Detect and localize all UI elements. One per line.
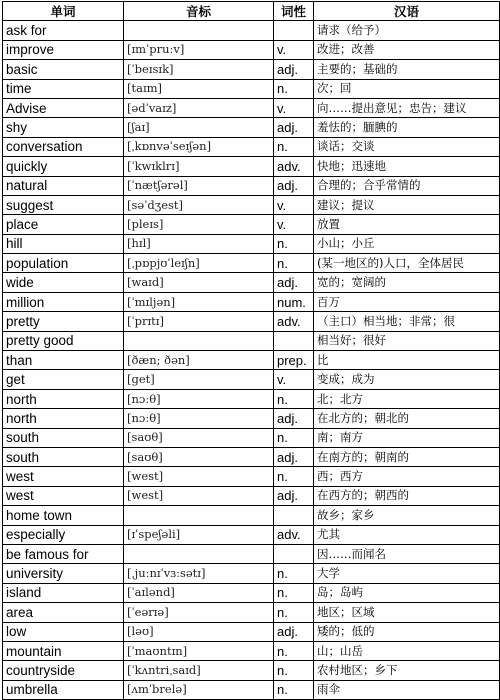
- meaning-cell: 宽的；宽阔的: [314, 273, 500, 292]
- pronunciation-cell: [waɪd]: [124, 273, 274, 292]
- pronunciation-cell: [ðæn; ðən]: [124, 351, 274, 370]
- pronunciation-cell: [ˌjuːnɪˈvɜːsətɪ]: [124, 564, 274, 583]
- word-cell: island: [3, 583, 124, 602]
- meaning-cell: 在西方的；朝西的: [314, 486, 500, 505]
- table-row: [3, 98, 500, 117]
- meaning-cell: 南；南方: [314, 428, 500, 447]
- word-cell: west: [3, 467, 124, 486]
- meaning-cell: 地区；区域: [314, 603, 500, 622]
- pronunciation-cell: [ʌmˈbrelə]: [124, 680, 274, 699]
- meaning-cell: 农村地区；乡下: [314, 661, 500, 680]
- part-of-speech-cell: n.: [274, 254, 314, 273]
- part-of-speech-cell: n.: [274, 661, 314, 680]
- meaning-cell: 山；山岳: [314, 641, 500, 660]
- table-row: [3, 195, 500, 214]
- word-cell: natural: [3, 176, 124, 195]
- part-of-speech-cell: [274, 331, 314, 350]
- pronunciation-cell: [pleɪs]: [124, 215, 274, 234]
- word-cell: population: [3, 254, 124, 273]
- meaning-cell: 北；北方: [314, 389, 500, 408]
- part-of-speech-cell: adj.: [274, 60, 314, 79]
- pronunciation-cell: [ˈmɪljən]: [124, 292, 274, 311]
- word-cell: hill: [3, 234, 124, 253]
- part-of-speech-cell: n.: [274, 137, 314, 156]
- table-row: [3, 428, 500, 447]
- word-cell: conversation: [3, 137, 124, 156]
- pronunciation-cell: [ˈkʌntriˌsaɪd]: [124, 661, 274, 680]
- part-of-speech-cell: adv.: [274, 312, 314, 331]
- table-row: [3, 447, 500, 466]
- header-pronunciation: 音标: [124, 2, 274, 21]
- pronunciation-cell: [get]: [124, 370, 274, 389]
- table-row: [3, 680, 500, 699]
- pronunciation-cell: [ˈprɪtɪ]: [124, 312, 274, 331]
- part-of-speech-cell: num.: [274, 292, 314, 311]
- meaning-cell: 请求（给予）: [314, 21, 500, 40]
- pronunciation-cell: [west]: [124, 467, 274, 486]
- table-row: [3, 118, 500, 137]
- table-row: [3, 641, 500, 660]
- meaning-cell: 放置: [314, 215, 500, 234]
- word-cell: basic: [3, 60, 124, 79]
- header-row: [3, 2, 500, 21]
- pronunciation-cell: [ɪmˈpruːv]: [124, 40, 274, 59]
- part-of-speech-cell: adj.: [274, 486, 314, 505]
- word-cell: area: [3, 603, 124, 622]
- table-row: [3, 525, 500, 544]
- part-of-speech-cell: n.: [274, 564, 314, 583]
- meaning-cell: 次；回: [314, 79, 500, 98]
- pronunciation-cell: [saʊθ]: [124, 428, 274, 447]
- meaning-cell: 矮的；低的: [314, 622, 500, 641]
- word-cell: university: [3, 564, 124, 583]
- pronunciation-cell: [saʊθ]: [124, 447, 274, 466]
- meaning-cell: 岛；岛屿: [314, 583, 500, 602]
- meaning-cell: 在南方的；朝南的: [314, 447, 500, 466]
- word-cell: suggest: [3, 195, 124, 214]
- word-cell: time: [3, 79, 124, 98]
- meaning-cell: 西；西方: [314, 467, 500, 486]
- word-cell: wide: [3, 273, 124, 292]
- pronunciation-cell: [ˌkɒnvəˈseɪʃən]: [124, 137, 274, 156]
- part-of-speech-cell: adj.: [274, 447, 314, 466]
- pronunciation-cell: [taɪm]: [124, 79, 274, 98]
- meaning-cell: 比: [314, 351, 500, 370]
- word-cell: pretty: [3, 312, 124, 331]
- word-cell: home town: [3, 506, 124, 525]
- part-of-speech-cell: adv.: [274, 157, 314, 176]
- part-of-speech-cell: n.: [274, 234, 314, 253]
- header-word: 单词: [3, 2, 124, 21]
- pronunciation-cell: [ɪˈspeʃəli]: [124, 525, 274, 544]
- meaning-cell: 改进；改善: [314, 40, 500, 59]
- pronunciation-cell: [124, 506, 274, 525]
- table-row: [3, 564, 500, 583]
- table-row: [3, 60, 500, 79]
- table-row: [3, 486, 500, 505]
- pronunciation-cell: [nɔːθ]: [124, 409, 274, 428]
- table-row: [3, 292, 500, 311]
- meaning-cell: 在北方的；朝北的: [314, 409, 500, 428]
- word-cell: than: [3, 351, 124, 370]
- table-row: [3, 234, 500, 253]
- part-of-speech-cell: n.: [274, 428, 314, 447]
- table-row: [3, 409, 500, 428]
- word-cell: ask for: [3, 21, 124, 40]
- table-row: [3, 215, 500, 234]
- table-row: [3, 370, 500, 389]
- meaning-cell: （主口）相当地；非常；很: [314, 312, 500, 331]
- pronunciation-cell: [hɪl]: [124, 234, 274, 253]
- part-of-speech-cell: v.: [274, 195, 314, 214]
- part-of-speech-cell: n.: [274, 467, 314, 486]
- table-row: [3, 603, 500, 622]
- pronunciation-cell: [ədˈvaɪz]: [124, 98, 274, 117]
- word-cell: especially: [3, 525, 124, 544]
- part-of-speech-cell: v.: [274, 370, 314, 389]
- part-of-speech-cell: v.: [274, 215, 314, 234]
- part-of-speech-cell: adj.: [274, 273, 314, 292]
- pronunciation-cell: [ˈkwɪklrɪ]: [124, 157, 274, 176]
- table-row: [3, 467, 500, 486]
- part-of-speech-cell: n.: [274, 603, 314, 622]
- table-row: [3, 79, 500, 98]
- meaning-cell: 尤其: [314, 525, 500, 544]
- meaning-cell: 变成；成为: [314, 370, 500, 389]
- word-cell: west: [3, 486, 124, 505]
- word-cell: quickly: [3, 157, 124, 176]
- meaning-cell: 快地；迅速地: [314, 157, 500, 176]
- word-cell: countryside: [3, 661, 124, 680]
- table-row: [3, 176, 500, 195]
- table-row: [3, 544, 500, 563]
- pronunciation-cell: [124, 21, 274, 40]
- part-of-speech-cell: [274, 544, 314, 563]
- word-cell: low: [3, 622, 124, 641]
- table-row: [3, 622, 500, 641]
- part-of-speech-cell: adj.: [274, 622, 314, 641]
- word-cell: north: [3, 389, 124, 408]
- meaning-cell: 合理的；合乎常情的: [314, 176, 500, 195]
- word-cell: pretty good: [3, 331, 124, 350]
- part-of-speech-cell: v.: [274, 98, 314, 117]
- header-meaning: 汉语: [314, 2, 500, 21]
- part-of-speech-cell: n.: [274, 680, 314, 699]
- meaning-cell: 相当好；很好: [314, 331, 500, 350]
- table-row: [3, 312, 500, 331]
- table-row: [3, 21, 500, 40]
- meaning-cell: 雨伞: [314, 680, 500, 699]
- word-cell: be famous for: [3, 544, 124, 563]
- meaning-cell: 主要的；基础的: [314, 60, 500, 79]
- vocabulary-rows: [3, 21, 500, 700]
- pronunciation-cell: [ʃaɪ]: [124, 118, 274, 137]
- meaning-cell: 因……而闻名: [314, 544, 500, 563]
- pronunciation-cell: [ˈbeɪsɪk]: [124, 60, 274, 79]
- table-row: [3, 157, 500, 176]
- part-of-speech-cell: v.: [274, 40, 314, 59]
- meaning-cell: 大学: [314, 564, 500, 583]
- pronunciation-cell: [ˈnætʃərəl]: [124, 176, 274, 195]
- word-cell: place: [3, 215, 124, 234]
- word-cell: north: [3, 409, 124, 428]
- part-of-speech-cell: n.: [274, 583, 314, 602]
- table-row: [3, 583, 500, 602]
- table-row: [3, 506, 500, 525]
- part-of-speech-cell: adj.: [274, 176, 314, 195]
- word-cell: million: [3, 292, 124, 311]
- pronunciation-cell: [ləʊ]: [124, 622, 274, 641]
- meaning-cell: 向……提出意见；忠告；建议: [314, 98, 500, 117]
- part-of-speech-cell: adv.: [274, 525, 314, 544]
- part-of-speech-cell: [274, 21, 314, 40]
- meaning-cell: 建议；提议: [314, 195, 500, 214]
- meaning-cell: 小山；小丘: [314, 234, 500, 253]
- word-cell: mountain: [3, 641, 124, 660]
- part-of-speech-cell: n.: [274, 79, 314, 98]
- meaning-cell: (某一地区的)人口，全体居民: [314, 254, 500, 273]
- table-row: [3, 351, 500, 370]
- word-cell: umbrella: [3, 680, 124, 699]
- word-cell: Advise: [3, 98, 124, 117]
- pronunciation-cell: [nɔːθ]: [124, 389, 274, 408]
- meaning-cell: 谈话；交谈: [314, 137, 500, 156]
- table-row: [3, 137, 500, 156]
- pronunciation-cell: [124, 331, 274, 350]
- pronunciation-cell: [ˈmaʊntɪn]: [124, 641, 274, 660]
- pronunciation-cell: [ˈaɪlənd]: [124, 583, 274, 602]
- meaning-cell: 羞怯的；腼腆的: [314, 118, 500, 137]
- table-row: [3, 661, 500, 680]
- pronunciation-cell: [ˌpɒpjʊˈleɪʃn]: [124, 254, 274, 273]
- pronunciation-cell: [124, 544, 274, 563]
- part-of-speech-cell: adj.: [274, 409, 314, 428]
- pronunciation-cell: [səˈdʒest]: [124, 195, 274, 214]
- vocabulary-table: [2, 1, 500, 700]
- word-cell: shy: [3, 118, 124, 137]
- table-row: [3, 40, 500, 59]
- table-row: [3, 389, 500, 408]
- part-of-speech-cell: [274, 506, 314, 525]
- table-row: [3, 331, 500, 350]
- word-cell: south: [3, 447, 124, 466]
- header-part-of-speech: 词性: [274, 2, 314, 21]
- pronunciation-cell: [west]: [124, 486, 274, 505]
- part-of-speech-cell: n.: [274, 389, 314, 408]
- meaning-cell: 故乡；家乡: [314, 506, 500, 525]
- word-cell: get: [3, 370, 124, 389]
- table-row: [3, 254, 500, 273]
- word-cell: improve: [3, 40, 124, 59]
- pronunciation-cell: [ˈeərɪə]: [124, 603, 274, 622]
- part-of-speech-cell: n.: [274, 641, 314, 660]
- table-row: [3, 273, 500, 292]
- part-of-speech-cell: adj.: [274, 118, 314, 137]
- meaning-cell: 百万: [314, 292, 500, 311]
- word-cell: south: [3, 428, 124, 447]
- part-of-speech-cell: prep.: [274, 351, 314, 370]
